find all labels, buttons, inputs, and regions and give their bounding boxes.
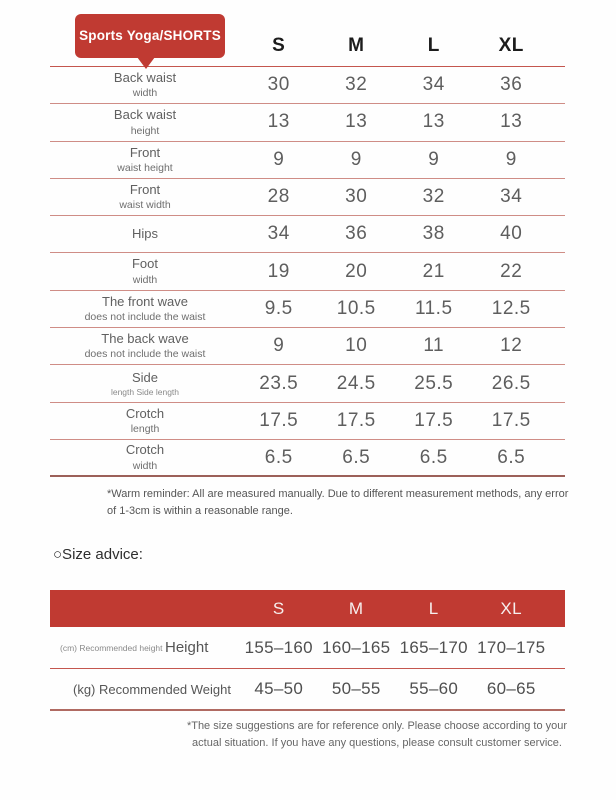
table-row xyxy=(50,328,565,365)
advice-row-label xyxy=(50,627,240,668)
row-value: 30 xyxy=(345,186,368,208)
row-value: 9 xyxy=(273,148,285,170)
row-value: 40 xyxy=(500,223,523,245)
row-label-sub: waist width xyxy=(119,199,171,212)
row-label xyxy=(50,216,240,252)
advice-row-value: 60–65 xyxy=(486,679,536,698)
row-value: 17.5 xyxy=(336,409,376,431)
row-value: 10.5 xyxy=(336,297,376,319)
row-value: 22 xyxy=(500,260,523,282)
advice-row-value: 50–55 xyxy=(331,679,381,698)
row-label-sub: width xyxy=(132,459,158,472)
row-value: 17.5 xyxy=(491,409,531,431)
advice-row-label xyxy=(50,669,240,709)
table-row xyxy=(50,104,565,141)
row-value: 10 xyxy=(345,335,368,357)
advice-row-value: 160–165 xyxy=(322,637,391,657)
badge-pointer-icon xyxy=(137,57,155,69)
row-value: 21 xyxy=(422,260,445,282)
row-label-main: Side xyxy=(131,369,159,385)
row-value: 12.5 xyxy=(491,297,531,319)
row-value: 20 xyxy=(345,260,368,282)
table-row xyxy=(50,142,565,179)
advice-row-label-small: (cm) Recommended height xyxy=(60,642,163,653)
row-value: 9 xyxy=(350,148,362,170)
row-value: 28 xyxy=(267,186,290,208)
size-suggestion-footer-note: *The size suggestions are for reference only. Please choose according to your actual situation. If you have any questions, please consult customer service. xyxy=(186,720,568,750)
table-row xyxy=(50,216,565,253)
row-value: 38 xyxy=(422,223,445,245)
row-value: 9.5 xyxy=(264,297,293,319)
row-value: 32 xyxy=(422,186,445,208)
row-label-sub: height xyxy=(130,124,160,137)
advice-row-value: 45–50 xyxy=(254,679,304,698)
row-value: 13 xyxy=(500,111,523,133)
row-label xyxy=(50,67,240,103)
row-value: 34 xyxy=(422,74,445,96)
advice-row xyxy=(50,627,565,669)
warm-reminder-note: *Warm reminder: All are measured manually. Due to different measurement methods, any error of 1-3cm is within a reasonable range. xyxy=(107,488,569,518)
size-table-body xyxy=(50,67,565,477)
size-advice-table xyxy=(50,590,565,711)
table-row xyxy=(50,403,565,440)
row-label-main: Back waist xyxy=(113,107,177,123)
row-label-main: Foot xyxy=(131,256,158,272)
row-value: 9 xyxy=(505,148,517,170)
row-label-main: The front wave xyxy=(102,293,188,309)
table-row xyxy=(50,179,565,216)
row-label xyxy=(50,253,240,289)
row-label-sub: does not include the waist xyxy=(84,348,206,361)
advice-row xyxy=(50,669,565,711)
row-value: 30 xyxy=(267,74,290,96)
row-value: 17.5 xyxy=(259,409,299,431)
advice-row-value: 170–175 xyxy=(477,637,546,657)
advice-row-value: 55–60 xyxy=(409,679,459,698)
advice-table-body xyxy=(50,627,565,711)
row-value: 36 xyxy=(500,74,523,96)
size-advice-header-row xyxy=(50,590,565,627)
row-value: 34 xyxy=(500,186,523,208)
row-label-sub: waist height xyxy=(117,161,173,174)
row-value: 13 xyxy=(422,111,445,133)
advice-row-value: 165–170 xyxy=(399,637,468,657)
table-row xyxy=(50,253,565,290)
row-value: 9 xyxy=(428,148,440,170)
row-label-main: Crotch xyxy=(125,405,165,421)
row-label xyxy=(50,179,240,215)
row-value: 11.5 xyxy=(414,297,453,319)
row-value: 9 xyxy=(273,335,285,357)
table-row xyxy=(50,291,565,328)
row-label xyxy=(50,403,240,439)
row-label-tiny: length Side length xyxy=(110,386,180,397)
row-value: 11 xyxy=(423,335,445,357)
size-column-header: M xyxy=(348,35,365,56)
row-value: 24.5 xyxy=(336,372,376,394)
row-value: 19 xyxy=(267,260,290,282)
row-label-main: Front xyxy=(129,144,161,160)
row-value: 6.5 xyxy=(342,446,371,468)
row-value: 23.5 xyxy=(259,372,299,394)
row-value: 34 xyxy=(267,223,290,245)
row-value: 36 xyxy=(345,223,368,245)
table-row xyxy=(50,365,565,402)
row-value: 12 xyxy=(500,335,523,357)
size-column-header: S xyxy=(272,35,286,56)
row-label-main: Back waist xyxy=(113,69,177,85)
row-label xyxy=(50,104,240,140)
row-value: 26.5 xyxy=(491,372,531,394)
size-column-header: XL xyxy=(498,35,524,56)
size-column-header: L xyxy=(427,35,440,56)
row-label-main: Crotch xyxy=(125,442,165,458)
row-label xyxy=(50,328,240,364)
product-category-badge xyxy=(75,14,225,58)
row-label-sub: width xyxy=(132,273,158,286)
row-label-main: Front xyxy=(129,181,161,197)
row-label xyxy=(50,365,240,401)
row-value: 6.5 xyxy=(264,446,293,468)
advice-column-header: XL xyxy=(500,598,523,618)
row-label-sub: length xyxy=(130,422,160,435)
advice-row-label-main: (kg) Recommended Weight xyxy=(73,681,231,697)
row-label xyxy=(50,440,240,475)
row-value: 17.5 xyxy=(414,409,454,431)
row-label xyxy=(50,291,240,327)
row-value: 32 xyxy=(345,74,368,96)
advice-column-header: M xyxy=(348,598,364,618)
table-row xyxy=(50,67,565,104)
advice-column-header: L xyxy=(428,598,439,618)
row-value: 13 xyxy=(267,111,290,133)
row-label-sub: does not include the waist xyxy=(84,310,206,323)
size-advice-heading: ○Size advice: xyxy=(53,546,143,563)
row-value: 25.5 xyxy=(414,372,454,394)
size-chart-table xyxy=(50,0,565,477)
advice-row-value: 155–160 xyxy=(244,637,313,657)
table-row xyxy=(50,440,565,477)
row-label-main: Hips xyxy=(131,226,158,242)
row-label xyxy=(50,142,240,178)
row-value: 6.5 xyxy=(497,446,526,468)
advice-column-header: S xyxy=(272,598,285,618)
badge-label: Sports Yoga/SHORTS xyxy=(79,28,221,43)
row-value: 6.5 xyxy=(419,446,448,468)
row-value: 13 xyxy=(345,111,368,133)
row-label-main: The back wave xyxy=(101,331,189,347)
row-label-sub: width xyxy=(132,87,158,100)
advice-row-label-main: Height xyxy=(165,639,209,656)
